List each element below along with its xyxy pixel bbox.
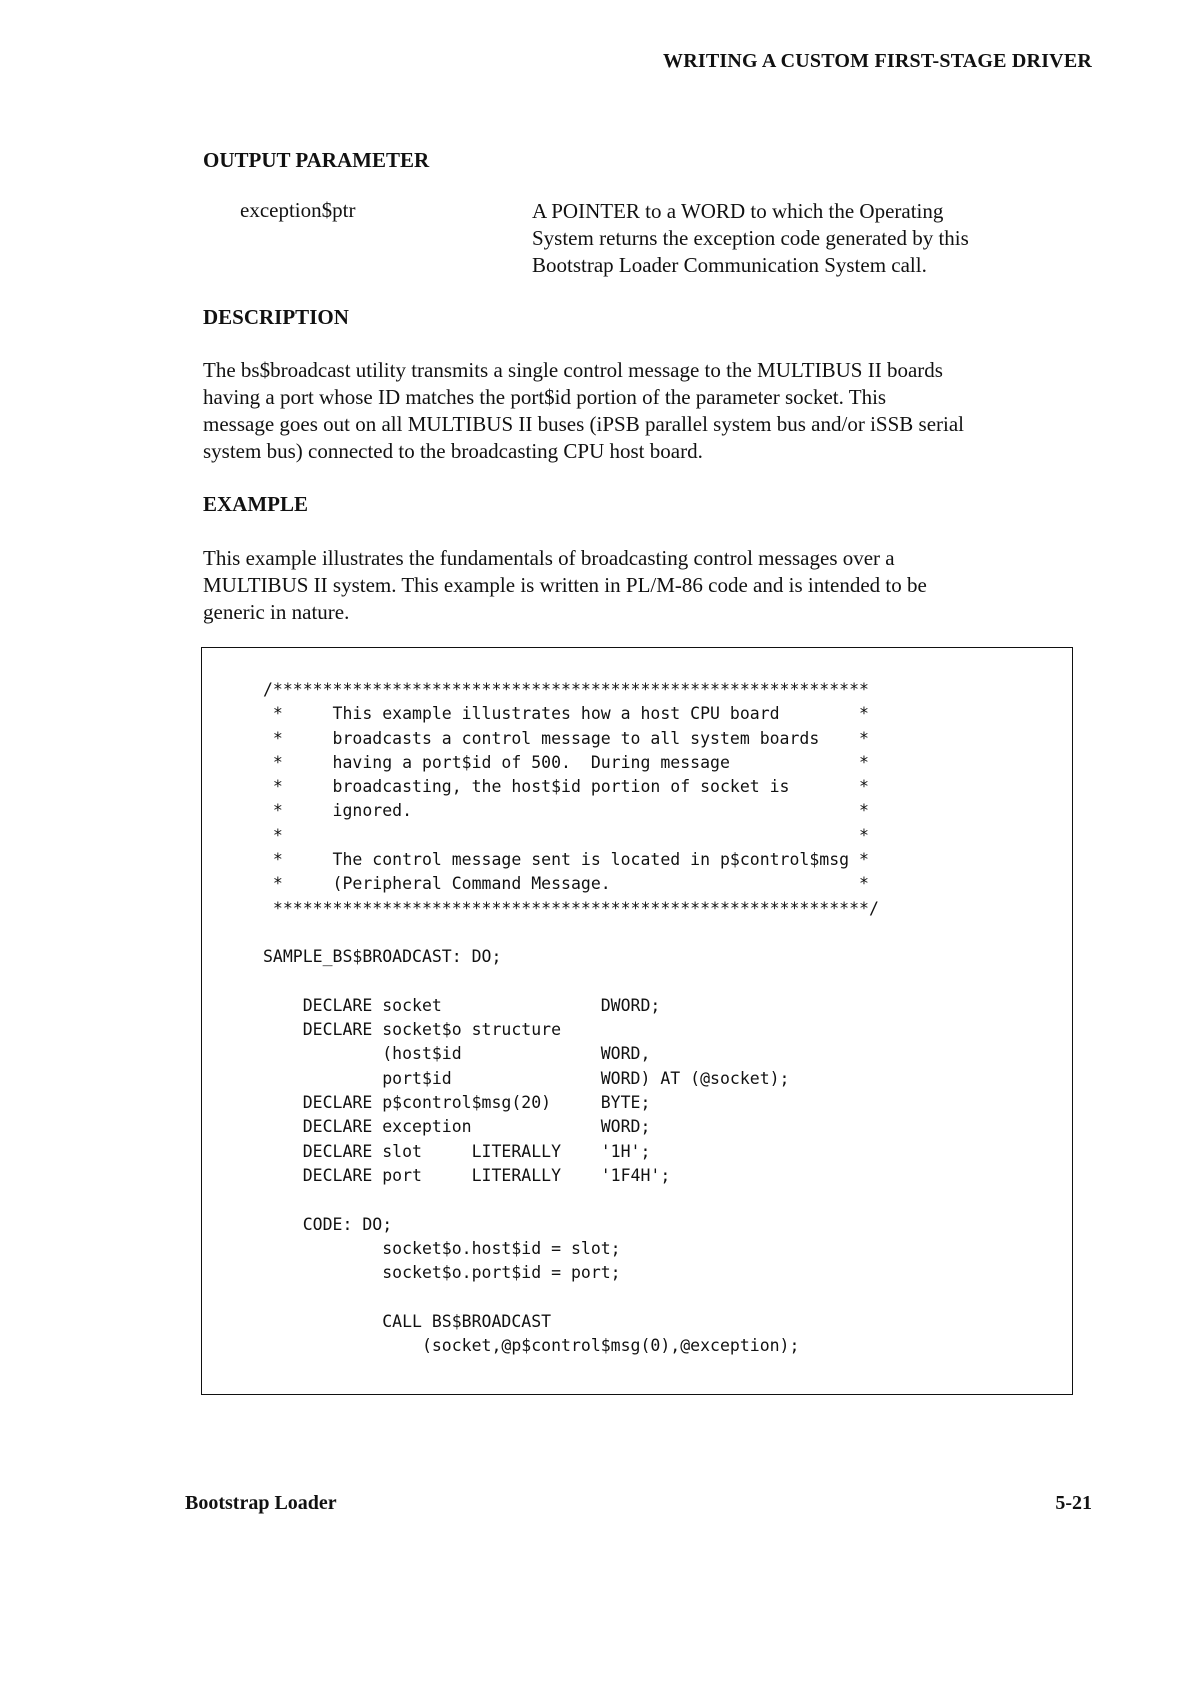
description-line: message goes out on all MULTIBUS II buses (iPSB parallel system bus and/or iSSB serial (203, 412, 965, 436)
code-line: DECLARE socket$o structure (263, 1020, 562, 1040)
code-line: port$id WORD) AT (@socket); (263, 1068, 790, 1088)
code-line: * broadcasts a control message to all system boards * (263, 728, 869, 748)
code-line: (socket,@p$control$msg(0),@exception); (263, 1336, 800, 1356)
code-line (263, 970, 879, 994)
code-line: * broadcasting, the host$id portion of socket is * (263, 777, 869, 797)
code-line: * ignored. * (263, 801, 869, 821)
code-line: DECLARE p$control$msg(20) BYTE; (263, 1093, 651, 1113)
code-line: * (Peripheral Command Message. * (263, 874, 869, 894)
code-line (263, 1188, 879, 1212)
code-listing (263, 678, 879, 1358)
code-line: * The control message sent is located in p$control$msg * (263, 850, 869, 870)
example-paragraph (203, 545, 1083, 626)
description-paragraph (203, 357, 1083, 465)
description-line: having a port whose ID matches the port$id portion of the parameter socket. This (203, 385, 887, 409)
code-listing-box (201, 647, 1073, 1395)
code-line: DECLARE socket DWORD; (263, 995, 661, 1015)
code-line: * * (263, 825, 869, 845)
description-heading: DESCRIPTION (203, 305, 349, 329)
footer-book-title: Bootstrap Loader (185, 1492, 337, 1514)
code-line: (host$id WORD, (263, 1044, 651, 1064)
parameter-description-line: System returns the exception code generated by this (532, 226, 969, 250)
description-line: The bs$broadcast utility transmits a single control message to the MULTIBUS II boards (203, 358, 943, 382)
code-line: CALL BS$BROADCAST (263, 1311, 552, 1331)
parameter-name: exception$ptr (240, 198, 356, 222)
output-parameter-heading: OUTPUT PARAMETER (203, 148, 430, 172)
code-line (263, 1285, 879, 1309)
code-line (263, 921, 879, 945)
code-line: socket$o.port$id = port; (263, 1263, 621, 1283)
example-line: MULTIBUS II system. This example is written in PL/M-86 code and is intended to be (203, 573, 927, 597)
running-header: WRITING A CUSTOM FIRST-STAGE DRIVER (663, 50, 1092, 72)
code-line: CODE: DO; (263, 1214, 393, 1234)
example-line: This example illustrates the fundamentals of broadcasting control messages over a (203, 546, 895, 570)
code-line: DECLARE slot LITERALLY '1H'; (263, 1141, 651, 1161)
example-heading: EXAMPLE (203, 492, 308, 516)
footer-page-number: 5-21 (1055, 1492, 1092, 1514)
parameter-description-line: Bootstrap Loader Communication System call. (532, 253, 927, 277)
parameter-description-line: A POINTER to a WORD to which the Operating (532, 199, 944, 223)
code-line: DECLARE exception WORD; (263, 1117, 651, 1137)
example-line: generic in nature. (203, 600, 350, 624)
code-line: * This example illustrates how a host CPU board * (263, 704, 869, 724)
code-line: /************************************************************ (263, 680, 869, 699)
code-line: SAMPLE_BS$BROADCAST: DO; (263, 947, 502, 967)
code-line: ************************************************************/ (263, 898, 879, 918)
code-line: * having a port$id of 500. During message * (263, 752, 869, 772)
description-line: system bus) connected to the broadcasting CPU host board. (203, 439, 703, 463)
parameter-description (532, 198, 1052, 279)
code-line: socket$o.host$id = slot; (263, 1238, 621, 1258)
code-line: DECLARE port LITERALLY '1F4H'; (263, 1165, 671, 1185)
